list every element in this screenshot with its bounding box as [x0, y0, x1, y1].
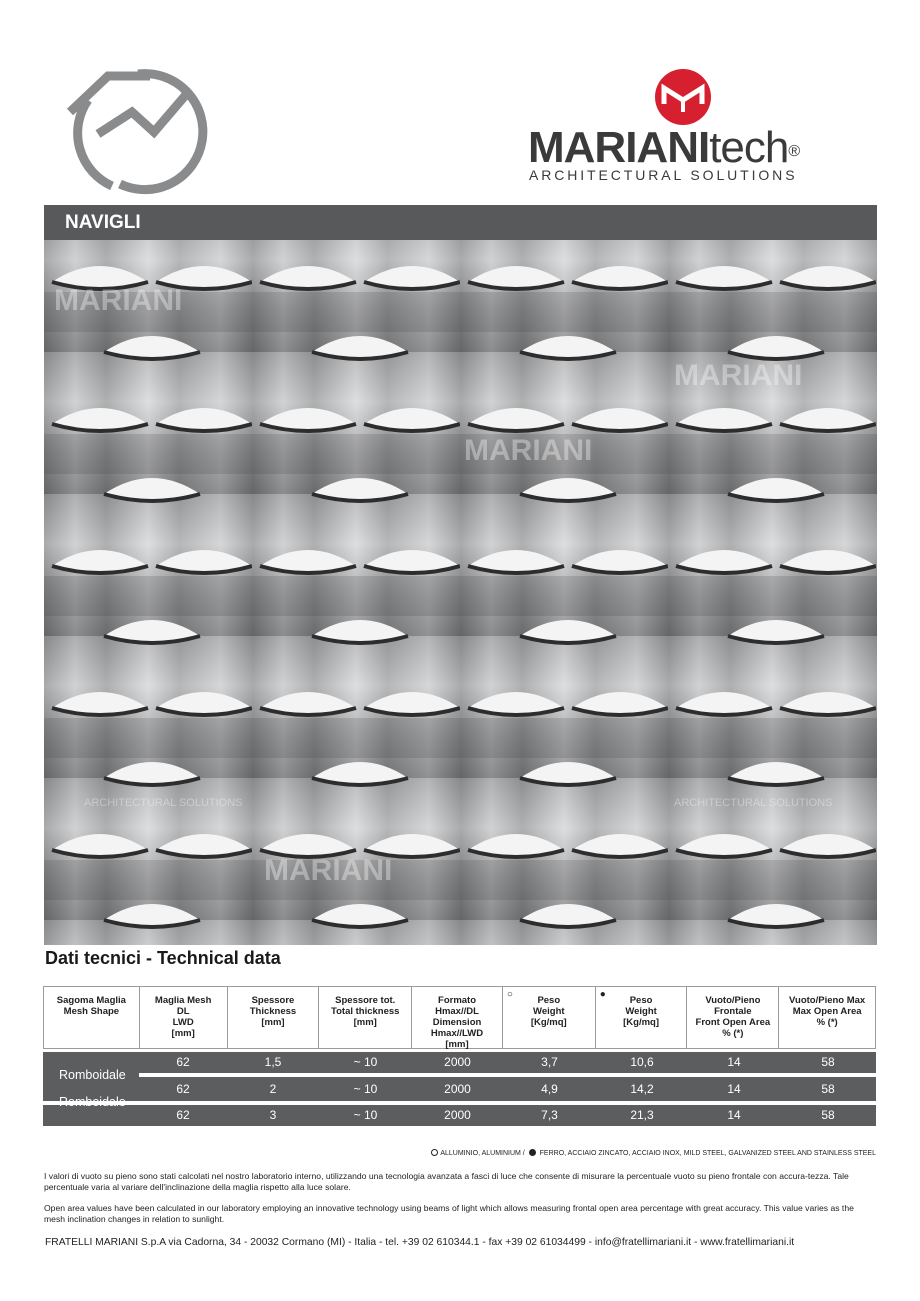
column-header-line: Dimension	[432, 1017, 482, 1028]
table-cell: 1,5	[264, 1055, 282, 1069]
column-header-line: Weight	[625, 1006, 657, 1017]
table-cell: 14	[727, 1108, 741, 1122]
note-italian: I valori di vuoto su pieno sono stati calcolati nel nostro laboratorio interno, utilizzando una tecnologia avanzata a fasci di luce che consente di misurare la percentuale vuoto su pieno frontale con accura-tezza. Tale percentuale varia al variare dell'inclinazione della maglia rispetto alla luce solare.	[44, 1171, 849, 1192]
table-cell: 21,3	[630, 1108, 654, 1122]
column-header-line: Thickness	[249, 1006, 297, 1017]
table-cell: 58	[821, 1108, 835, 1122]
column-header	[140, 987, 228, 1048]
table-cell: ~ 10	[353, 1108, 378, 1122]
table-cell: 14	[727, 1082, 741, 1096]
brand-name	[528, 124, 799, 172]
table-cell: 14,2	[630, 1082, 654, 1096]
aluminium-marker-icon: ○	[506, 989, 513, 1000]
table-cell: 62	[176, 1055, 190, 1069]
table-cell: 10,6	[630, 1055, 654, 1069]
table-cell: 62	[176, 1108, 190, 1122]
table-body	[43, 1052, 876, 1126]
product-title: NAVIGLI	[65, 212, 141, 233]
table-cell: 62	[176, 1082, 190, 1096]
table-row	[139, 1052, 876, 1073]
column-header-line: Front Open Area	[695, 1017, 771, 1028]
table-row	[139, 1105, 876, 1126]
column-header-line: Spessore tot.	[335, 995, 396, 1006]
marianitech-logo	[520, 68, 860, 193]
column-header	[319, 987, 412, 1048]
table-cell: 4,9	[541, 1082, 558, 1096]
table-cell: 2	[269, 1082, 277, 1096]
table-cell: 2000	[444, 1055, 471, 1069]
shape-label: Romboidale	[59, 1095, 126, 1109]
table-cell: 58	[821, 1055, 835, 1069]
company-footer: FRATELLI MARIANI S.p.A via Cadorna, 34 - 20032 Cormano (MI) - Italia - tel. +39 02 610344.1 - fax +39 02 61034499 - info@fratellimariani.it - www.fratellimariani.it	[45, 1237, 795, 1248]
brand-name-bold: MARIANI	[528, 123, 710, 172]
column-header-line: Weight	[533, 1006, 565, 1017]
column-header	[412, 987, 503, 1048]
note-english: Open area values have been calculated in our laboratory employing an innovative technology using beams of light which allows measuring frontal open area percentage with great accuracy. This value varies as the mesh inclination changes in relation to sunlight.	[44, 1203, 854, 1224]
column-header-line: Hmax//DL	[435, 1006, 479, 1017]
column-header-line: Spessore	[251, 995, 295, 1006]
steel-dot-icon	[529, 1149, 536, 1156]
column-header-line: Formato	[438, 995, 477, 1006]
table-cell: 3,7	[541, 1055, 558, 1069]
row-divider	[139, 1073, 876, 1077]
table-row	[139, 1079, 876, 1100]
aluminium-dot-icon	[431, 1149, 438, 1156]
column-header-line: Maglia Mesh	[154, 995, 212, 1006]
column-header-line: [mm]	[445, 1039, 469, 1050]
column-header	[687, 987, 779, 1048]
column-header-line: Hmax//LWD	[430, 1028, 484, 1039]
column-header-line: DL	[176, 1006, 190, 1017]
watermark-subtitle-2: ARCHITECTURAL SOLUTIONS	[674, 797, 833, 809]
table-cell: 2000	[444, 1082, 471, 1096]
watermark-brand-1: MARIANI	[54, 284, 183, 317]
table-header	[43, 986, 876, 1049]
watermark-brand-4: MARIANI	[264, 854, 393, 887]
mesh-product-photo	[44, 240, 877, 945]
legend-steel: FERRO, ACCIAIO ZINCATO, ACCIAIO INOX, MILD STEEL, GALVANIZED STEEL AND STAINLESS STEEL	[539, 1150, 876, 1157]
legend-aluminium: ALLUMINIO, ALUMINIUM /	[440, 1150, 525, 1157]
column-header-line: [mm]	[171, 1028, 195, 1039]
table-cell: ~ 10	[353, 1082, 378, 1096]
column-header-line: [Kg/mq]	[623, 1017, 660, 1028]
column-header	[503, 987, 596, 1048]
column-header-line: Vuoto/Pieno Max	[789, 995, 866, 1006]
brand-name-light: tech	[709, 123, 789, 172]
column-header-line: % (*)	[816, 1017, 838, 1028]
watermark-subtitle-1: ARCHITECTURAL SOLUTIONS	[84, 797, 243, 809]
brand-emblem-icon	[654, 68, 712, 126]
column-header-line: Total thickness	[331, 1006, 400, 1017]
column-header-line: % (*)	[722, 1028, 744, 1039]
company-monogram-logo	[58, 60, 208, 200]
column-header-line: [mm]	[261, 1017, 285, 1028]
column-header	[596, 987, 688, 1048]
column-header-line: Mesh Shape	[63, 1006, 120, 1017]
column-header-line: [mm]	[353, 1017, 377, 1028]
steel-marker-icon: ●	[599, 989, 606, 1000]
column-header	[228, 987, 320, 1048]
table-cell: 2000	[444, 1108, 471, 1122]
column-header-line: Peso	[629, 995, 653, 1006]
column-header-line: Sagoma Maglia	[56, 995, 126, 1006]
table-cell: ~ 10	[353, 1055, 378, 1069]
shape-label: Romboidale	[59, 1068, 126, 1082]
material-legend	[431, 1149, 876, 1157]
column-header-line: LWD	[172, 1017, 194, 1028]
registered-mark: ®	[788, 143, 800, 160]
column-header-line: Vuoto/Pieno	[705, 995, 761, 1006]
watermark-brand-2: MARIANI	[464, 434, 593, 467]
column-header-line: Frontale	[714, 1006, 752, 1017]
column-header-line: Peso	[537, 995, 561, 1006]
technical-data-heading: Dati tecnici - Technical data	[45, 948, 281, 968]
table-cell: 58	[821, 1082, 835, 1096]
column-header-line: Max Open Area	[792, 1006, 862, 1017]
column-header	[44, 987, 140, 1048]
column-header-line: [Kg/mq]	[530, 1017, 567, 1028]
table-cell: 3	[269, 1108, 277, 1122]
table-cell: 14	[727, 1055, 741, 1069]
watermark-brand-3: MARIANI	[674, 359, 803, 392]
product-title-bar	[44, 205, 877, 240]
brand-subtitle: ARCHITECTURAL SOLUTIONS	[529, 167, 798, 183]
column-header	[779, 987, 875, 1048]
table-cell: 7,3	[541, 1108, 558, 1122]
